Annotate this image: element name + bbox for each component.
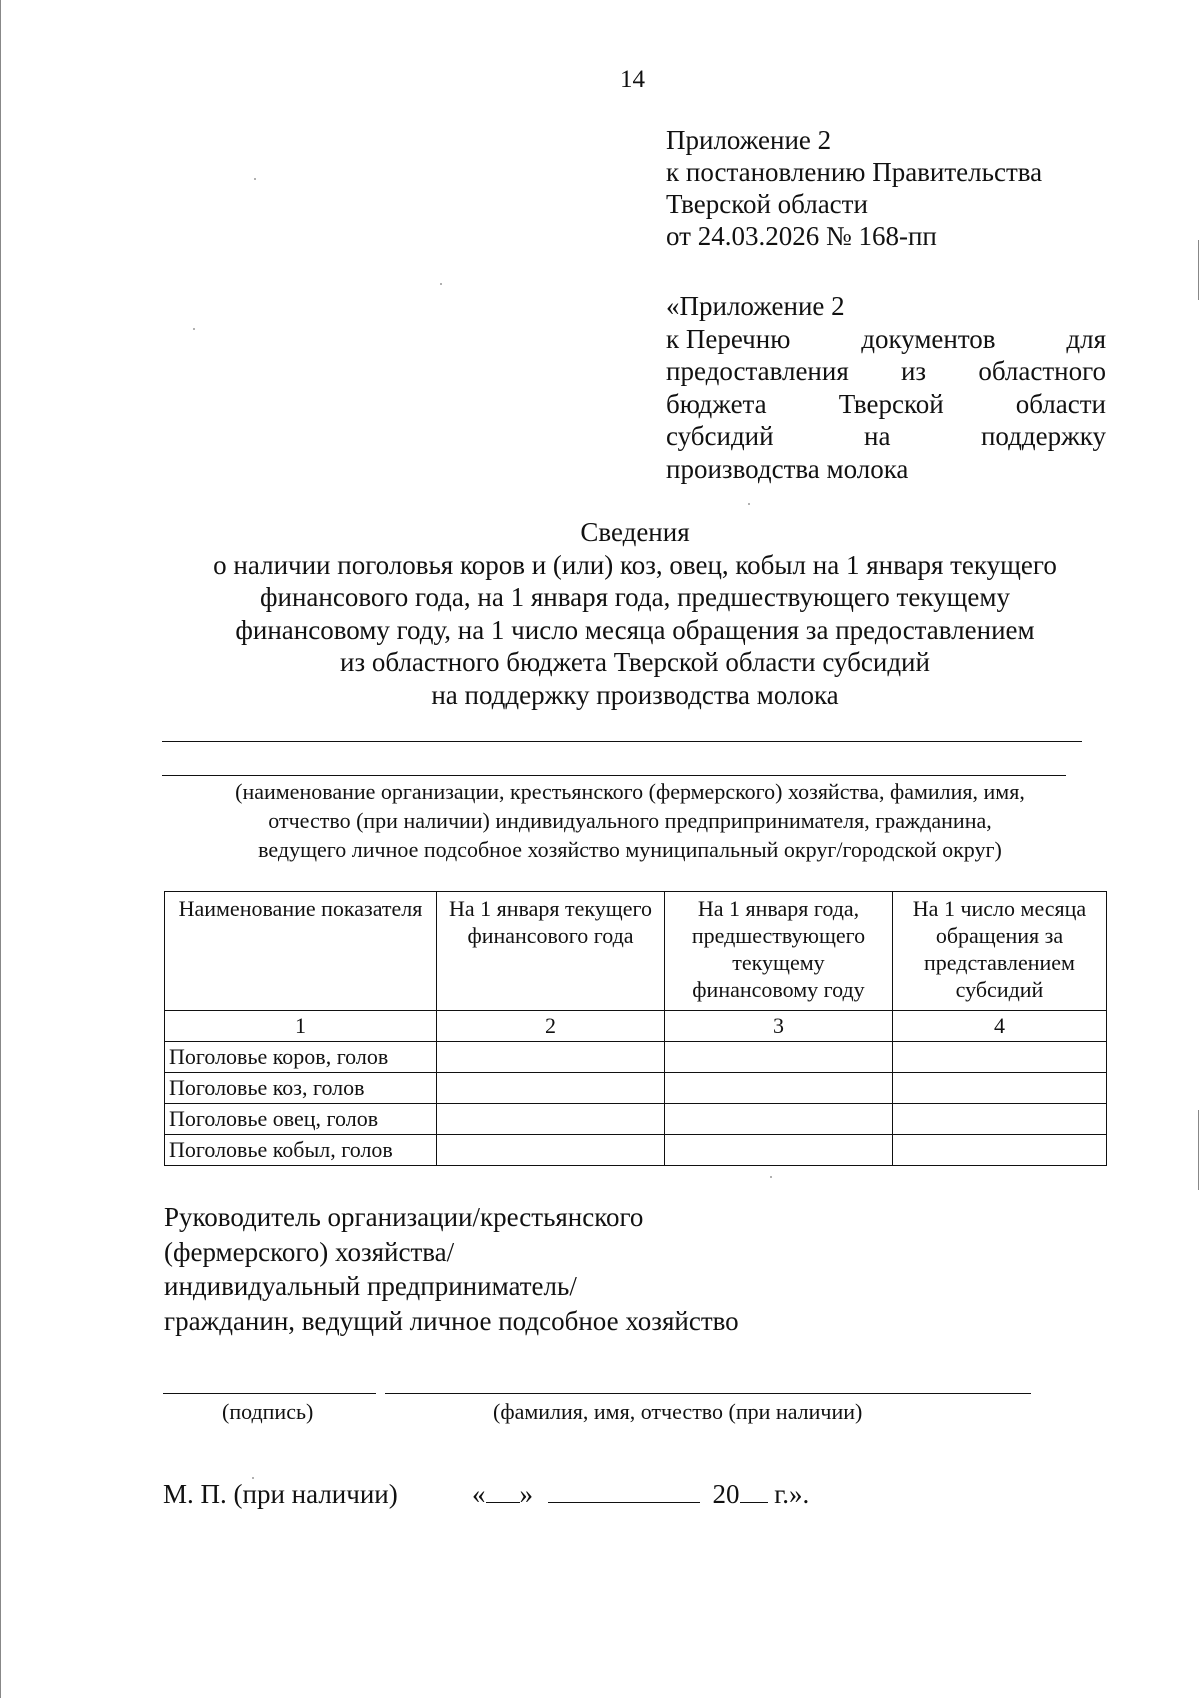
scan-speck <box>254 178 256 180</box>
row-label: Поголовье коз, голов <box>165 1073 437 1104</box>
title-line: финансовому году, на 1 число месяца обращения за предоставлением <box>235 614 1035 645</box>
appendix-word: документов <box>861 323 996 354</box>
table-header-row <box>165 892 1107 1011</box>
appendix-word: субсидий <box>666 421 774 451</box>
appendix-header <box>666 290 1106 485</box>
appendix-line <box>666 355 1106 388</box>
appendix-word: поддержку <box>980 421 1106 451</box>
table-row <box>165 1073 1107 1104</box>
signatory-title <box>164 1200 739 1338</box>
signatory-line: (фермерского) хозяйства/ <box>164 1236 455 1267</box>
table-cell[interactable] <box>665 1135 893 1166</box>
table-cell[interactable] <box>893 1073 1107 1104</box>
year-prefix: 20 <box>712 1479 740 1509</box>
header-application-month: На 1 число месяца обращения за представлением субсидий <box>893 892 1107 1011</box>
column-number: 1 <box>165 1011 437 1042</box>
day-fill-blank[interactable] <box>486 1480 520 1503</box>
table-row <box>165 1135 1107 1166</box>
header-previous-year: На 1 января года, предшествующего текущему финансовому году <box>665 892 893 1011</box>
approval-header <box>666 124 1042 252</box>
column-number: 3 <box>665 1011 893 1042</box>
appendix-line <box>666 388 1106 421</box>
year-suffix: г.». <box>774 1479 810 1509</box>
approval-line: Тверской области <box>666 189 868 219</box>
title-line: о наличии поголовья коров и (или) коз, овец, кобыл на 1 января текущего <box>213 549 1057 580</box>
appendix-word: для <box>1066 323 1106 354</box>
org-name-fill-line <box>162 741 1082 742</box>
scan-edge-right <box>1198 1110 1199 1190</box>
row-label: Поголовье кобыл, голов <box>165 1135 437 1166</box>
title-line: на поддержку производства молока <box>431 679 839 710</box>
appendix-word: к Перечню <box>666 323 791 354</box>
table-row <box>165 1042 1107 1073</box>
title-line: финансового года, на 1 января года, предшествующего текущему <box>260 582 1010 612</box>
appendix-word: областного <box>978 356 1106 386</box>
stamp-place-label: М. П. (при наличии) <box>163 1479 398 1509</box>
column-number-row <box>165 1011 1107 1042</box>
caption-line: отчество (при наличии) индивидуального предприпринимателя, гражданина, <box>268 808 992 833</box>
column-number: 2 <box>437 1011 665 1042</box>
table-cell[interactable] <box>437 1135 665 1166</box>
appendix-word: предоставления <box>666 356 849 386</box>
month-fill-blank[interactable] <box>548 1480 700 1503</box>
title-line: из областного бюджета Тверской области субсидий <box>340 647 930 677</box>
scan-speck <box>440 283 442 285</box>
appendix-word: на <box>864 421 891 451</box>
org-caption <box>160 777 1100 864</box>
appendix-word: Тверской <box>838 388 944 419</box>
date-open-quote: « <box>472 1479 486 1509</box>
table-cell[interactable] <box>893 1042 1107 1073</box>
document-title <box>150 516 1120 711</box>
table-cell[interactable] <box>665 1104 893 1135</box>
date-line <box>472 1479 809 1510</box>
signatory-line: индивидуальный предприниматель/ <box>164 1271 577 1301</box>
table-cell[interactable] <box>437 1104 665 1135</box>
table-cell[interactable] <box>893 1135 1107 1166</box>
table-cell[interactable] <box>437 1073 665 1104</box>
year-fill-blank[interactable] <box>740 1480 768 1503</box>
signature-caption: (подпись) <box>222 1399 314 1424</box>
date-close-quote: » <box>519 1479 533 1509</box>
approval-line: Приложение 2 <box>666 125 832 155</box>
row-label: Поголовье овец, голов <box>165 1104 437 1135</box>
table-row <box>165 1104 1107 1135</box>
header-indicator: Наименование показателя <box>165 892 437 1011</box>
scan-speck <box>193 328 195 330</box>
name-caption: (фамилия, имя, отчество (при наличии) <box>493 1399 863 1424</box>
name-fill-line <box>385 1393 1031 1394</box>
row-label: Поголовье коров, голов <box>165 1042 437 1073</box>
appendix-line: производства молока <box>666 453 909 484</box>
signature-fill-line <box>163 1393 376 1394</box>
header-current-year: На 1 января текущего финансового года <box>437 892 665 1011</box>
title-heading: Сведения <box>580 517 690 547</box>
scan-edge-left <box>0 0 1 1698</box>
appendix-word: области <box>1015 388 1106 419</box>
table-cell[interactable] <box>893 1104 1107 1135</box>
table-cell[interactable] <box>665 1073 893 1104</box>
table-cell[interactable] <box>437 1042 665 1073</box>
signatory-line: Руководитель организации/крестьянского <box>164 1202 644 1232</box>
appendix-word: из <box>900 356 927 386</box>
appendix-line <box>666 420 1106 453</box>
approval-line: к постановлению Правительства <box>666 157 1043 187</box>
appendix-line <box>666 323 1106 356</box>
org-name-fill-line <box>162 775 1066 776</box>
scan-speck <box>748 503 750 505</box>
page-number: 14 <box>620 66 645 93</box>
approval-line: от 24.03.2026 № 168-пп <box>666 221 937 251</box>
caption-line: (наименование организации, крестьянского (фермерского) хозяйства, фамилия, имя, <box>235 779 1025 804</box>
signatory-line: гражданин, ведущий личное подсобное хозяйство <box>164 1305 739 1336</box>
caption-line: ведущего личное подсобное хозяйство муниципальный округ/городской округ) <box>258 837 1002 862</box>
livestock-table <box>164 891 1107 1166</box>
scan-edge-right <box>1198 240 1199 300</box>
column-number: 4 <box>893 1011 1107 1042</box>
appendix-line: «Приложение 2 <box>666 291 845 321</box>
table-cell[interactable] <box>665 1042 893 1073</box>
appendix-word: бюджета <box>666 388 767 419</box>
scan-speck <box>770 1176 772 1178</box>
